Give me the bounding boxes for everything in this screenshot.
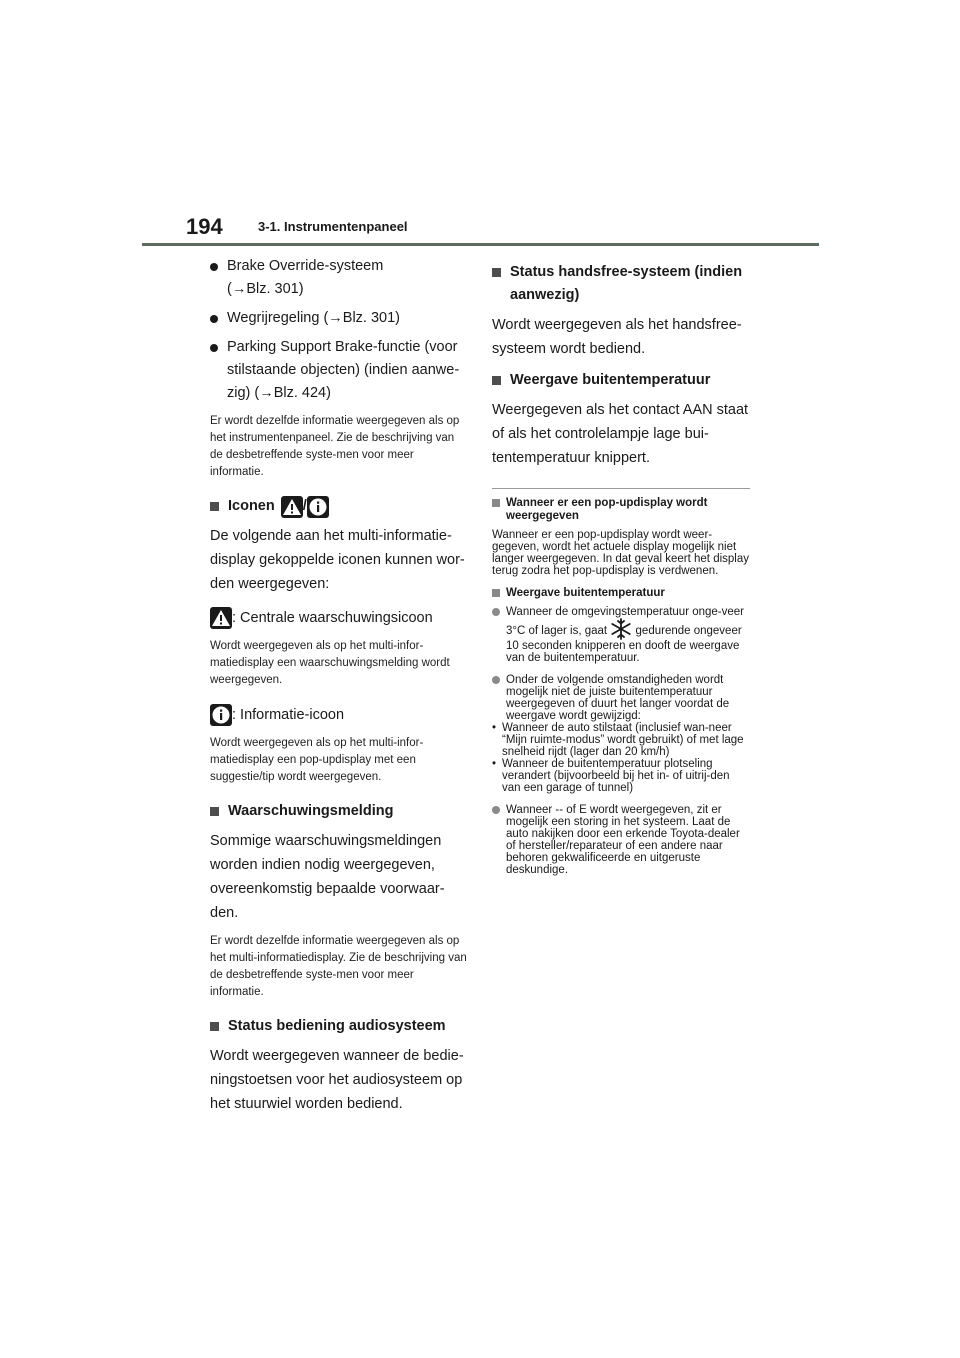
- bullet-text: Wegrijregeling (→Blz. 301): [227, 310, 400, 326]
- iconen-body: De volgende aan het multi-informatie-display gekoppelde iconen kunnen wor-den weergegeven:: [210, 528, 465, 592]
- warning-icon: [210, 607, 232, 629]
- bullet-text: gedurende ongeveer 10 seconden knipperen en dooft de weergave van de buitentemperatuur.: [506, 625, 742, 664]
- bullet-omstandigheden: [492, 674, 750, 794]
- info-icon: [210, 704, 232, 726]
- heading-marker: [210, 502, 219, 511]
- page-number: 194: [186, 214, 223, 239]
- info-line: [210, 703, 468, 727]
- bullet-text: Onder de volgende omstandigheden wordt mogelijk niet de juiste buitentemperatuur weergegeven of duurt het langer voordat de weergave wordt gewijzigd:: [506, 674, 730, 722]
- bullet-dot: [492, 676, 500, 684]
- heading-marker: [492, 268, 501, 277]
- bullet-dot: [210, 344, 218, 352]
- bullet-text: zig) (→Blz. 424): [227, 385, 331, 401]
- warning-icon: [281, 496, 303, 518]
- bullet-dot: [492, 806, 500, 814]
- section-title: 3-1. Instrumentenpaneel: [258, 219, 408, 234]
- warning-note: Wordt weergegeven als op het multi-infor-matiedisplay een waarschuwingsmelding wordt weergegeven.: [210, 640, 450, 686]
- warning-label: : Centrale waarschuwingsicoon: [232, 610, 433, 626]
- bullet-brake-override: [210, 255, 468, 301]
- info-icon: [307, 496, 329, 518]
- dash-marker: •: [492, 758, 497, 770]
- bullet-dot: [210, 315, 218, 323]
- slash: /: [302, 498, 307, 514]
- heading-audio: [210, 1015, 468, 1038]
- heading-popup: [492, 497, 750, 523]
- bullet-text: (→Blz. 301): [227, 281, 304, 297]
- heading-text: Waarschuwingsmelding: [228, 803, 394, 819]
- heading-iconen: [210, 495, 468, 518]
- header-rule: [142, 243, 819, 246]
- audio-body: Wordt weergegeven wanneer de bedie-ningstoetsen voor het audiosysteem op het stuurwiel worden bediend.: [210, 1048, 464, 1112]
- heading-marker: [492, 589, 500, 597]
- heading-text: Wanneer er een pop-updisplay wordt weergegeven: [506, 497, 708, 522]
- dash-marker: •: [492, 722, 497, 734]
- heading-marker: [210, 807, 219, 816]
- note-instrument: Er wordt dezelfde informatie weergegeven als op het instrumentenpaneel. Zie de beschrijving van de desbetreffende syste-men voor meer informatie.: [210, 415, 460, 478]
- heading-marker: [210, 1022, 219, 1031]
- bullet-3c: [492, 606, 750, 664]
- section-divider: [492, 488, 750, 489]
- bullet-dot: [210, 263, 218, 271]
- popup-body: Wanneer er een pop-updisplay wordt weer-gegeven, wordt het actuele display mogelijk niet langer weergegeven. In dat geval keert het display terug zodra het pop-updisplay is verdwenen.: [492, 529, 749, 577]
- heading-waarschuwing: [210, 800, 468, 823]
- waarschuwing-note: Er wordt dezelfde informatie weergegeven als op het multi-informatiedisplay. Zie de beschrijving van de desbetreffende syste-men voor meer informatie.: [210, 935, 467, 998]
- info-note: Wordt weergegeven als op het multi-infor-matiedisplay een pop-updisplay met een suggestie/tip wordt weergegeven.: [210, 737, 424, 783]
- bullet-text: Parking Support Brake-functie (voor: [227, 339, 458, 355]
- left-column: [210, 255, 468, 1124]
- warning-line: [210, 606, 468, 630]
- waarschuwing-body: Sommige waarschuwingsmeldingen worden indien nodig weergegeven, overeenkomstig bepaalde voorwaar-den.: [210, 833, 445, 921]
- heading-text: Status bediening audiosysteem: [228, 1018, 446, 1034]
- page-header: [0, 0, 960, 250]
- right-column: [492, 255, 750, 886]
- heading-buitentemp: [492, 369, 750, 392]
- bullet-text: Brake Override-systeem: [227, 258, 384, 274]
- heading-marker: [492, 376, 501, 385]
- snowflake-icon: [610, 618, 632, 640]
- bullet-text: Wanneer de omgevingstemperatuur onge-veer 3°C of lager is, gaat: [506, 606, 745, 637]
- info-label: : Informatie-icoon: [232, 707, 345, 723]
- dash-text: Wanneer de buitentemperatuur plotseling verandert (bijvoorbeeld bij het in- of uitrij-den van een garage of tunnel): [502, 758, 730, 794]
- heading-handsfree: [492, 261, 750, 307]
- bullet-text: Wanneer -- of E wordt weergegeven, zit er mogelijk een storing in het systeem. Laat de auto nakijken door een erkende Toyota-dealer of hersteller/reparateur of een andere naar behoren gekwalificeerde en uitgeruste deskundige.: [506, 804, 740, 876]
- heading-text: Iconen: [228, 498, 275, 514]
- bullet-text: stilstaande objecten) (indien aanwe-: [227, 362, 460, 378]
- handsfree-body: Wordt weergegeven als het handsfree-systeem wordt bediend.: [492, 317, 742, 357]
- buitentemp-body: Weergegeven als het contact AAN staat of als het controlelampje lage bui-tentemperatuur knippert.: [492, 402, 749, 466]
- bullet-storing: [492, 804, 750, 876]
- bullet-dot: [492, 608, 500, 616]
- bullet-parking-support: [210, 336, 468, 405]
- heading-weergave: [492, 587, 750, 600]
- heading-marker: [492, 499, 500, 507]
- dash-item: [492, 722, 750, 758]
- dash-item: [492, 758, 750, 794]
- heading-text: Status handsfree-systeem (indien aanwezig): [510, 264, 743, 303]
- bullet-wegrijregeling: [210, 307, 468, 330]
- dash-text: Wanneer de auto stilstaat (inclusief wan-neer “Mijn ruimte-modus” wordt gebruikt) of met lage snelheid rijdt (lager dan 20 km/h): [502, 722, 744, 758]
- heading-text: Weergave buitentemperatuur: [506, 587, 665, 599]
- heading-text: Weergave buitentemperatuur: [510, 372, 711, 388]
